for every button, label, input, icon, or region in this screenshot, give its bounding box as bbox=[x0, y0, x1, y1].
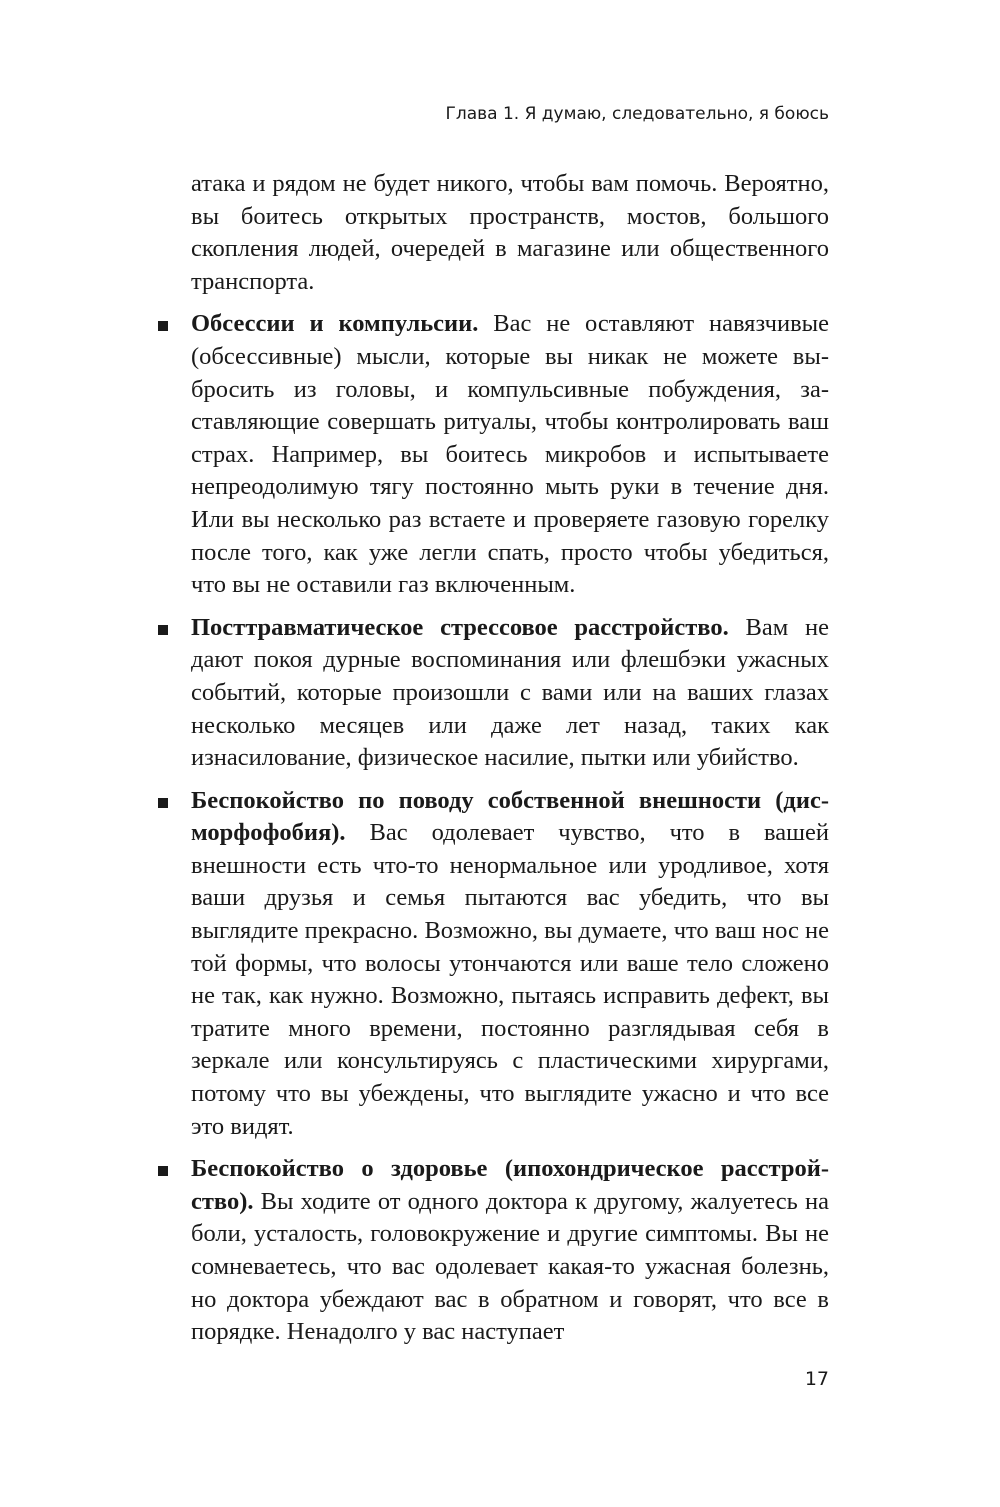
square-bullet-icon bbox=[158, 1166, 168, 1176]
page-number: 17 bbox=[804, 1368, 829, 1390]
bullet-title: Беспокойство по поводу собственной внешности (дисморфофобия). bbox=[191, 786, 829, 847]
square-bullet-icon bbox=[158, 798, 168, 808]
bullet-item-ocd bbox=[191, 308, 829, 601]
square-bullet-icon bbox=[158, 321, 168, 331]
bullet-title: Обсессии и компульсии. bbox=[191, 310, 479, 338]
bullet-title: Беспокойство о здоровье (ипохондрическое расстройство). bbox=[191, 1155, 829, 1215]
bullet-item-dysmorphophobia bbox=[191, 785, 829, 1144]
bullet-text: Вы ходите от одного доктора к другому, жалуетесь на боли, усталость, головокружение и другие симптомы. Вы не сомневаетесь, что вас одолевает какая-то ужасная болезнь, но доктора убеждают вас в обратном и говорят, что все в порядке. Ненадолго у вас наступает bbox=[191, 1187, 829, 1346]
page-body bbox=[191, 168, 829, 1349]
bullet-item-hypochondria bbox=[191, 1153, 829, 1349]
bullet-item-ptsd bbox=[191, 612, 829, 775]
bullet-text: Вас одолевает чувство, что в вашей внешности есть что-то ненормальное или уродливое, хотя ваши друзья и семья пытаются вас убедить, что вы выглядите прекрасно. Возможно, вы думаете, что ваш нос не той формы, что волосы утончаются или ваше тело сложено не так, как нужно. Возможно, пытаясь исправить дефект, вы тратите много времени, постоянно разглядывая себя в зеркале или консультируясь с пластическими хирургами, потому что вы убеждены, что выглядите ужасно и что все это видят. bbox=[191, 819, 829, 1140]
bullet-text: Вам не дают покоя дурные воспоминания или флешбэки ужасных событий, которые произошли с вами или на ваших глазах несколько месяцев или даже лет назад, таких как изнасилование, физическое насилие, пытки или убийство. bbox=[191, 613, 829, 772]
bullet-title: Посттравматическое стрессовое расстройство. bbox=[191, 613, 729, 641]
running-head: Глава 1. Я думаю, следовательно, я боюсь bbox=[445, 104, 829, 124]
bullet-text: Вас не оставляют навязчивые (обсессивные) мысли, которые вы никак не можете выбросить из головы, и компульсивные побуждения, заставляющие совершать ритуалы, чтобы контролировать ваш страх. Например, вы боитесь микробов и испытываете непреодолимую тягу постоянно мыть руки в течение дня. Или вы несколько раз встаете и проверяете газовую горелку после того, как уже легли спать, просто чтобы убедиться, что вы не оставили газ включенным. bbox=[191, 310, 829, 599]
intro-paragraph: атака и рядом не будет никого, чтобы вам помочь. Вероятно, вы боитесь открытых пространств, мостов, большого скопления людей, очередей в магазине или общественного транспорта. bbox=[191, 170, 829, 295]
square-bullet-icon bbox=[158, 625, 168, 635]
